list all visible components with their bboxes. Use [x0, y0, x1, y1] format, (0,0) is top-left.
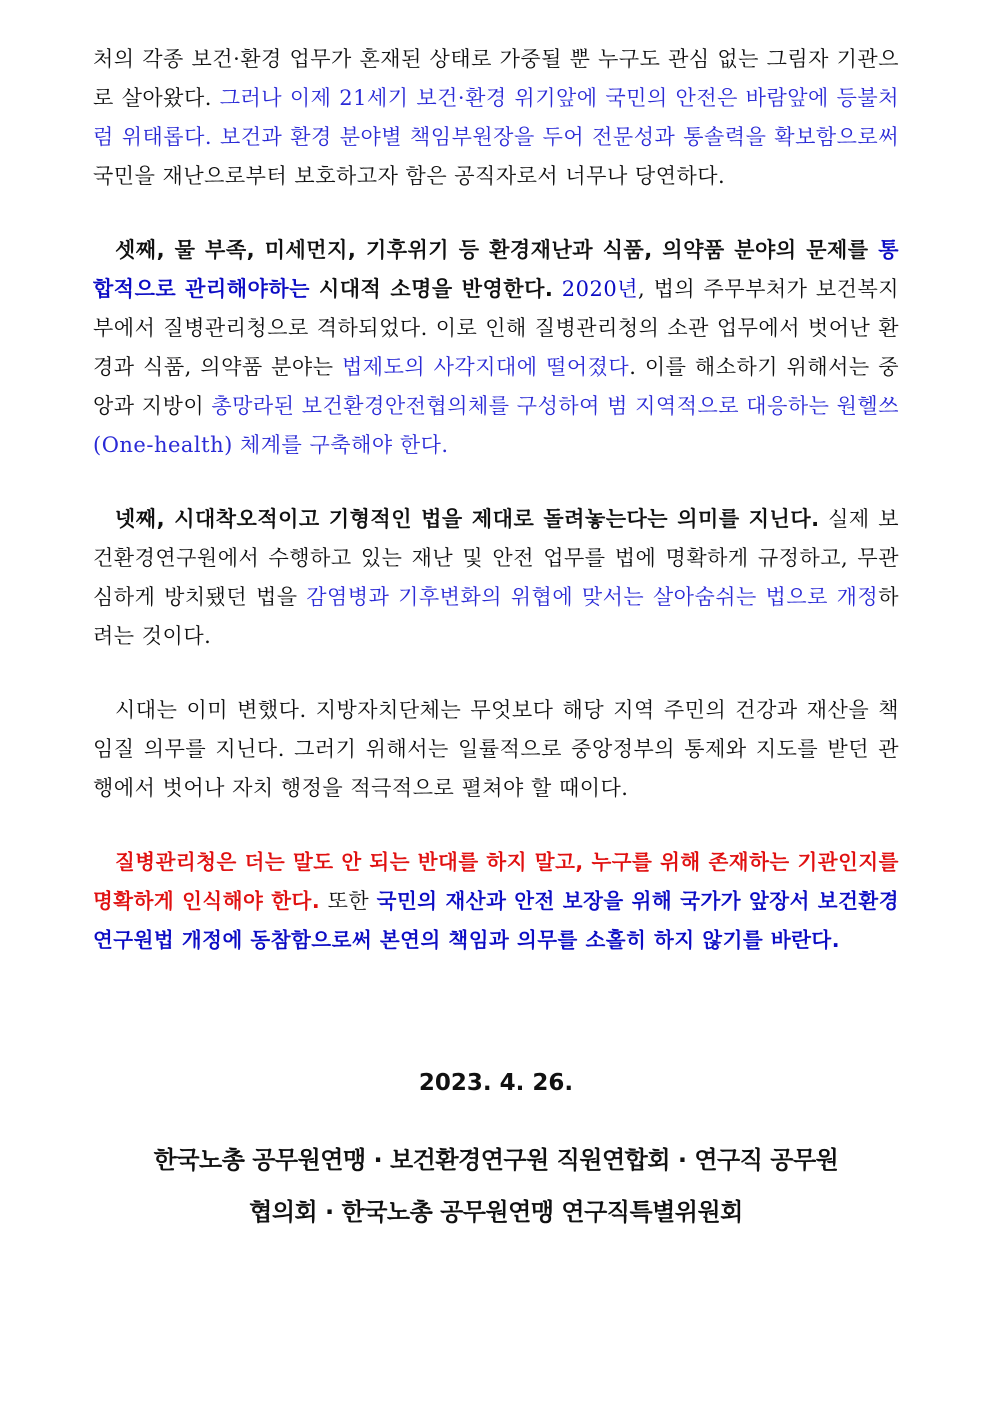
- signature-line-2: 협의회 · 한국노총 공무원연맹 연구직특별위원회: [249, 1198, 743, 1226]
- bold-highlight-blue: 통합적으로 관리해야하는: [93, 238, 899, 301]
- highlight-blue: 총망라된 보건환경안전협의체를 구성하여 범 지역적으로 대응하는 원헬쓰(One-health) 체계를 구축해야 한다.: [93, 394, 899, 457]
- highlight-blue: 법제도의 사각지대에 떨어졌다: [342, 355, 630, 379]
- paragraph-shadow-agency: [93, 40, 899, 196]
- document-body: [93, 40, 899, 995]
- text-span: 처의 각종 보건·환경 업무가 혼재된 상태로 가중될 뿐 누구도 관심 없는 그림자 기관으로 살아왔다.: [93, 47, 899, 110]
- document-date: 2023. 4. 26.: [418, 1070, 574, 1096]
- paragraph-closing-demand: [93, 843, 899, 960]
- highlight-blue: 감염병과 기후변화의 위협에 맞서는 살아숨쉬는 법으로 개정: [306, 585, 879, 609]
- highlight-blue-bold: 국민의 재산과 안전 보장을 위해 국가가 앞장서 보건환경연구원법 개정에 동참함으로써 본연의 책임과 의무를 소홀히 하지 않기를 바란다.: [93, 889, 899, 952]
- bold-heading: 시대적 소명을 반영한다.: [309, 277, 554, 301]
- paragraph-third-point: [93, 231, 899, 465]
- paragraph-fourth-point: [93, 500, 899, 656]
- paragraph-times-changed: [93, 691, 899, 808]
- highlight-red: 질병관리청은 더는 말도 안 되는 반대를 하지 말고, 누구를 위해 존재하는 기관인지를 명확하게 인식해야 한다.: [93, 850, 899, 913]
- signature-line-1: 한국노총 공무원연맹 · 보건환경연구원 직원연합회 · 연구직 공무원: [153, 1146, 839, 1174]
- text-span: 국민을 재난으로부터 보호하고자 함은 공직자로서 너무나 당연하다.: [93, 164, 726, 188]
- text-span: . 이를 해소하기 위해서는 중앙과 지방이: [93, 355, 899, 418]
- text-span: 실제 보건환경연구원에서 수행하고 있는 재난 및 안전 업무를 법에 명확하게 규정하고, 무관심하게 방치됐던 법을: [93, 507, 899, 609]
- text-span: 하려는 것이다.: [93, 585, 899, 648]
- bold-heading: 셋째, 물 부족, 미세먼지, 기후위기 등 환경재난과 식품, 의약품 분야의 문제를: [115, 238, 879, 262]
- text-span: , 법의 주무부처가 보건복지부에서 질병관리청으로 격하되었다. 이로 인해 질병관리청의 소관 업무에서 벗어난 환경과 식품, 의약품 분야는: [93, 277, 900, 379]
- text-span: 시대는 이미 변했다. 지방자치단체는 무엇보다 해당 지역 주민의 건강과 재산을 책임질 의무를 지닌다. 그러기 위해서는 일률적으로 중앙정부의 통제와 지도를 받던 관행에서 벗어나 자치 행정을 적극적으로 펼쳐야 할 때이다.: [93, 698, 899, 800]
- bold-heading: 넷째, 시대착오적이고 기형적인 법을 제대로 돌려놓는다는 의미를 지닌다.: [115, 507, 820, 531]
- highlight-blue: 그러나 이제 21세기 보건·환경 위기앞에 국민의 안전은 바람앞에 등불처럼 위태롭다. 보건과 환경 분야별 책임부원장을 두어 전문성과 통솔력을 확보함으로써: [93, 86, 899, 149]
- highlight-year: 2020년: [553, 277, 638, 301]
- text-span: 또한: [320, 889, 377, 913]
